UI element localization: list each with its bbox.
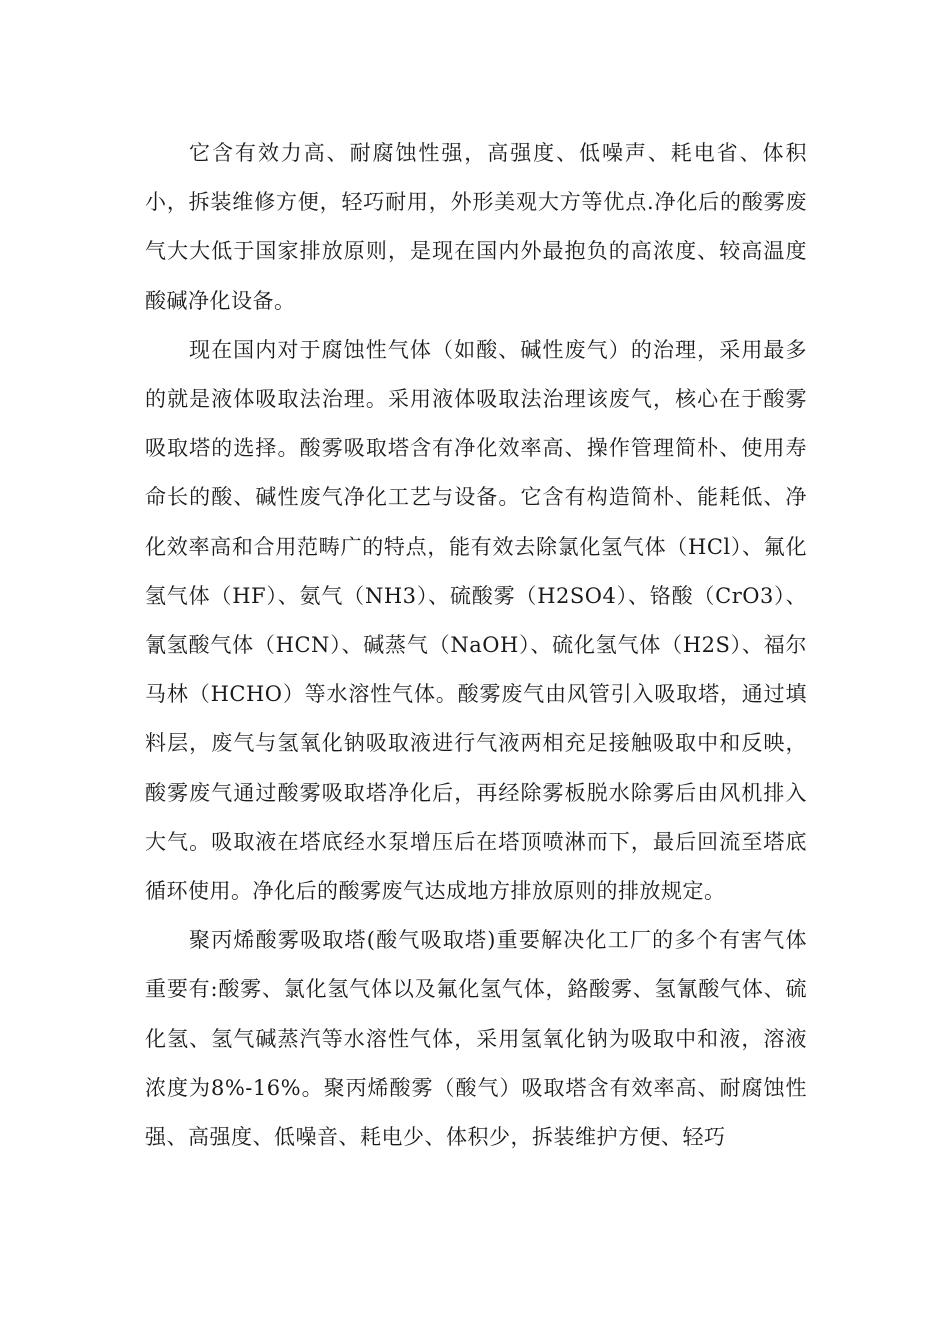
- paragraph-absorption-treatment: 现在国内对于腐蚀性气体（如酸、碱性废气）的治理，采用最多的就是液体吸取法治理。采用液体吸取法治理该废气，核心在于酸雾吸取塔的选择。酸雾吸取塔含有净化效率高、操作管理简朴、使用寿命长的酸、碱性废气净化工艺与设备。它含有构造简朴、能耗低、净化效率高和合用范畴广的特点，能有效去除氯化氢气体（HCl）、氟化氢气体（HF）、氨气（NH3）、硫酸雾（H2SO4）、铬酸（CrO3）、氰氢酸气体（HCN）、碱蒸气（NaOH）、硫化氢气体（H2S）、福尔马林（HCHO）等水溶性气体。酸雾废气由风管引入吸取塔，通过填料层，废气与氢氧化钠吸取液进行气液两相充足接触吸取中和反映，酸雾废气通过酸雾吸取塔净化后，再经除雾板脱水除雾后由风机排入大气。吸取液在塔底经水泵增压后在塔顶喷淋而下，最后回流至塔底循环使用。净化后的酸雾废气达成地方排放原则的排放规定。: [145, 337, 807, 904]
- paragraph-polypropylene-tower: 聚丙烯酸雾吸取塔(酸气吸取塔)重要解决化工厂的多个有害气体重要有:酸雾、氯化氢气体以及氟化氢气体，鉻酸雾、氢氰酸气体、硫化氢、氢气碱蒸汽等水溶性气体，采用氢氧化钠为吸取中和液，溶液浓度为8%-16%。聚丙烯酸雾（酸气）吸取塔含有效率高、耐腐蚀性强、高强度、低噪音、耗电少、体积少，拆装维护方便、轻巧: [145, 928, 807, 1150]
- document-body: [145, 129, 807, 1162]
- paragraph-equipment-advantages: 它含有效力高、耐腐蚀性强，高强度、低噪声、耗电省、体积小，拆装维修方便，轻巧耐用，外形美观大方等优点.净化后的酸雾废气大大低于国家排放原则，是现在国内外最抱负的高浓度、较高温度酸碱净化设备。: [145, 141, 807, 313]
